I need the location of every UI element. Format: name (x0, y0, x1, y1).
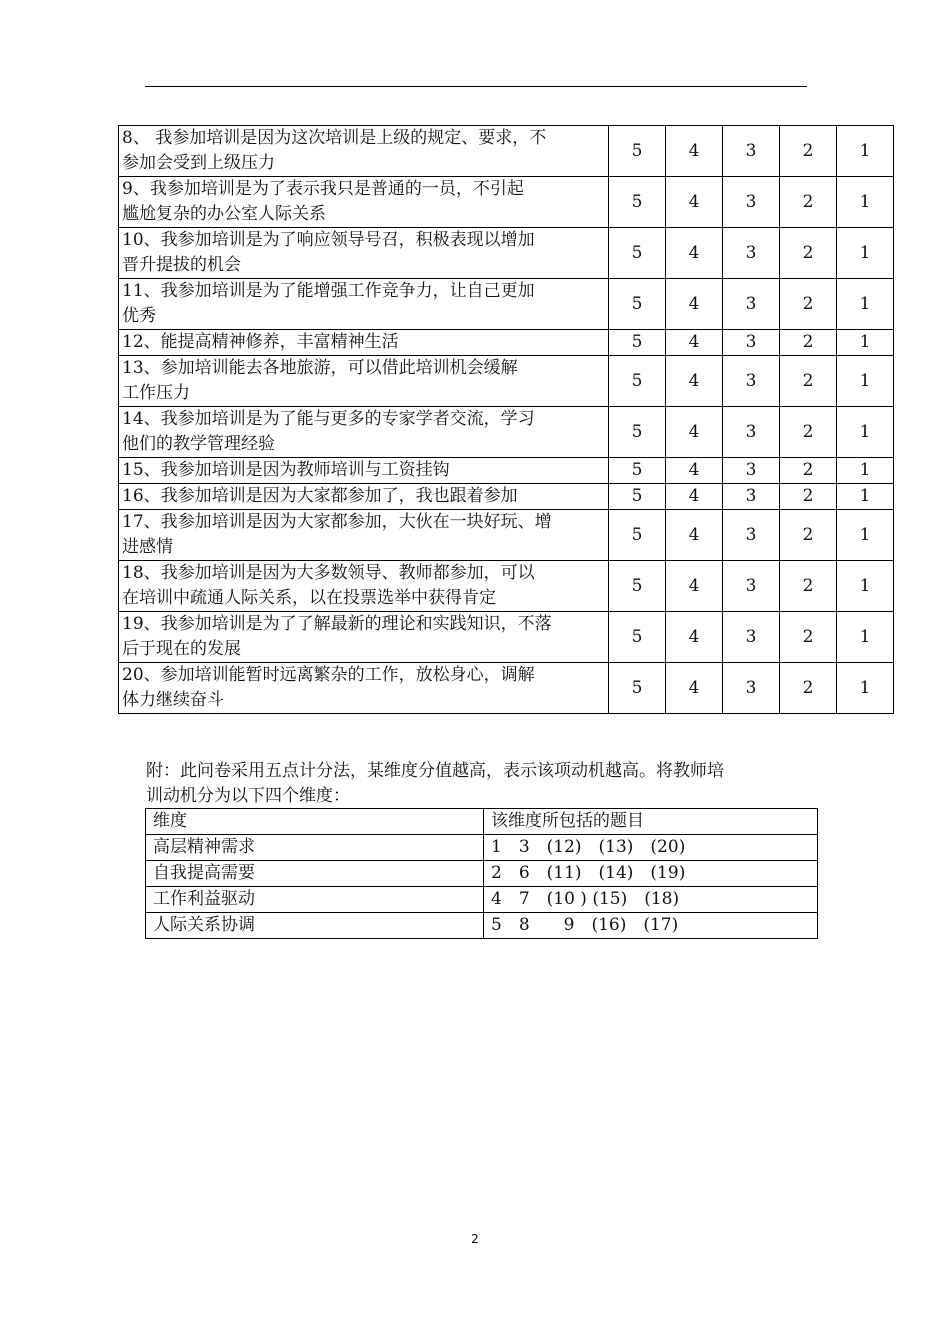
score-option: 5 (609, 330, 666, 356)
score-option: 1 (837, 510, 894, 561)
score-option: 2 (780, 612, 837, 663)
score-option: 1 (837, 407, 894, 458)
question-text-line: 10、我参加培训是为了响应领导号召，积极表现以增加 (122, 230, 535, 250)
score-option: 5 (609, 228, 666, 279)
score-option: 4 (666, 458, 723, 484)
score-option: 5 (609, 510, 666, 561)
dimension-table-body (146, 809, 818, 939)
question-row (119, 279, 894, 330)
question-row (119, 228, 894, 279)
score-option: 4 (666, 612, 723, 663)
question-text-line: 后于现在的发展 (122, 639, 241, 659)
score-option: 4 (666, 126, 723, 177)
score-option: 1 (837, 356, 894, 407)
question-text (119, 228, 609, 279)
score-option: 1 (837, 612, 894, 663)
question-row (119, 330, 894, 356)
dimension-name: 工作利益驱动 (146, 887, 484, 913)
question-text (119, 177, 609, 228)
question-row (119, 126, 894, 177)
score-option: 5 (609, 458, 666, 484)
question-text-line: 8、 我参加培训是因为这次培训是上级的规定、要求，不 (122, 128, 547, 148)
score-option: 5 (609, 561, 666, 612)
score-option: 5 (609, 612, 666, 663)
score-option: 4 (666, 484, 723, 510)
score-option: 5 (609, 279, 666, 330)
score-option: 3 (723, 279, 780, 330)
score-option: 5 (609, 356, 666, 407)
score-option: 5 (609, 663, 666, 714)
question-text (119, 407, 609, 458)
score-option: 1 (837, 561, 894, 612)
score-option: 3 (723, 612, 780, 663)
question-row (119, 458, 894, 484)
question-text-line: 工作压力 (122, 383, 190, 403)
score-option: 2 (780, 458, 837, 484)
score-option: 2 (780, 126, 837, 177)
question-row (119, 407, 894, 458)
score-option: 3 (723, 663, 780, 714)
score-option: 3 (723, 458, 780, 484)
score-option: 5 (609, 177, 666, 228)
question-text-line: 16、我参加培训是因为大家都参加了，我也跟着参加 (122, 486, 518, 506)
question-text-line: 在培训中疏通人际关系，以在投票选举中获得肯定 (122, 588, 496, 608)
question-text-line: 15、我参加培训是因为教师培训与工资挂钩 (122, 460, 450, 480)
dimension-table (145, 808, 818, 939)
dimension-row (146, 835, 818, 861)
header-rule (145, 86, 807, 87)
question-text (119, 510, 609, 561)
dimension-header-row (146, 809, 818, 835)
score-option: 1 (837, 330, 894, 356)
question-text-line: 18、我参加培训是因为大多数领导、教师都参加，可以 (122, 563, 535, 583)
question-text-line: 尴尬复杂的办公室人际关系 (122, 204, 326, 224)
dimension-row (146, 887, 818, 913)
score-option: 4 (666, 510, 723, 561)
dimension-row (146, 913, 818, 939)
items-header-cell: 该维度所包括的题目 (484, 809, 818, 835)
score-option: 1 (837, 458, 894, 484)
dimension-name: 高层精神需求 (146, 835, 484, 861)
survey-table (118, 125, 894, 714)
question-row (119, 484, 894, 510)
score-option: 3 (723, 407, 780, 458)
score-option: 5 (609, 484, 666, 510)
question-text-line: 参加会受到上级压力 (122, 153, 275, 173)
score-option: 4 (666, 228, 723, 279)
score-option: 4 (666, 407, 723, 458)
score-option: 3 (723, 126, 780, 177)
score-option: 2 (780, 279, 837, 330)
score-option: 1 (837, 177, 894, 228)
question-row (119, 561, 894, 612)
question-text-line: 进感情 (122, 537, 173, 557)
question-text-line: 优秀 (122, 306, 156, 326)
score-option: 2 (780, 407, 837, 458)
question-text-line: 体力继续奋斗 (122, 690, 224, 710)
question-text-line: 13、参加培训能去各地旅游，可以借此培训机会缓解 (122, 358, 518, 378)
score-option: 4 (666, 330, 723, 356)
score-option: 2 (780, 356, 837, 407)
score-option: 2 (780, 663, 837, 714)
score-option: 3 (723, 510, 780, 561)
scoring-note-line-1: 附：此问卷采用五点计分法，某维度分值越高，表示该项动机越高。将教师培 (146, 761, 724, 781)
score-option: 2 (780, 510, 837, 561)
score-option: 4 (666, 177, 723, 228)
score-option: 5 (609, 126, 666, 177)
question-text-line: 17、我参加培训是因为大家都参加，大伙在一块好玩、增 (122, 512, 552, 532)
question-row (119, 177, 894, 228)
score-option: 3 (723, 177, 780, 228)
score-option: 4 (666, 356, 723, 407)
question-text-line: 12、能提高精神修养，丰富精神生活 (122, 332, 399, 352)
question-row (119, 510, 894, 561)
score-option: 3 (723, 484, 780, 510)
dimension-items: 2 6 (11) (14) (19) (484, 861, 818, 887)
question-text (119, 356, 609, 407)
score-option: 1 (837, 228, 894, 279)
dimension-items: 1 3 (12) (13) (20) (484, 835, 818, 861)
question-text-line: 19、我参加培训是为了了解最新的理论和实践知识，不落 (122, 614, 552, 634)
question-row (119, 663, 894, 714)
question-row (119, 356, 894, 407)
score-option: 3 (723, 561, 780, 612)
score-option: 2 (780, 330, 837, 356)
question-text-line: 9、我参加培训是为了表示我只是普通的一员，不引起 (122, 179, 524, 199)
question-text (119, 126, 609, 177)
score-option: 1 (837, 126, 894, 177)
page-number: 2 (471, 1232, 479, 1246)
question-text-line: 20、参加培训能暂时远离繁杂的工作，放松身心，调解 (122, 665, 535, 685)
score-option: 5 (609, 407, 666, 458)
question-text (119, 484, 609, 510)
dimension-header-cell: 维度 (146, 809, 484, 835)
scoring-note (146, 759, 826, 809)
question-text (119, 330, 609, 356)
score-option: 2 (780, 177, 837, 228)
score-option: 1 (837, 663, 894, 714)
dimension-name: 人际关系协调 (146, 913, 484, 939)
score-option: 4 (666, 561, 723, 612)
dimension-row (146, 861, 818, 887)
score-option: 4 (666, 279, 723, 330)
question-text-line: 他们的教学管理经验 (122, 434, 275, 454)
score-option: 3 (723, 356, 780, 407)
dimension-items: 5 8 9 (16) (17) (484, 913, 818, 939)
score-option: 1 (837, 484, 894, 510)
score-option: 3 (723, 330, 780, 356)
scoring-note-line-2: 训动机分为以下四个维度： (146, 786, 350, 806)
score-option: 3 (723, 228, 780, 279)
question-row (119, 612, 894, 663)
score-option: 1 (837, 279, 894, 330)
question-text-line: 14、我参加培训是为了能与更多的专家学者交流，学习 (122, 409, 535, 429)
question-text-line: 晋升提拔的机会 (122, 255, 241, 275)
survey-table-body (119, 126, 894, 714)
dimension-items: 4 7 (10 ) (15) (18) (484, 887, 818, 913)
score-option: 2 (780, 228, 837, 279)
question-text-line: 11、我参加培训是为了能增强工作竞争力，让自己更加 (122, 281, 535, 301)
question-text (119, 663, 609, 714)
question-text (119, 612, 609, 663)
question-text (119, 561, 609, 612)
question-text (119, 458, 609, 484)
dimension-name: 自我提高需要 (146, 861, 484, 887)
score-option: 2 (780, 561, 837, 612)
question-text (119, 279, 609, 330)
score-option: 4 (666, 663, 723, 714)
score-option: 2 (780, 484, 837, 510)
